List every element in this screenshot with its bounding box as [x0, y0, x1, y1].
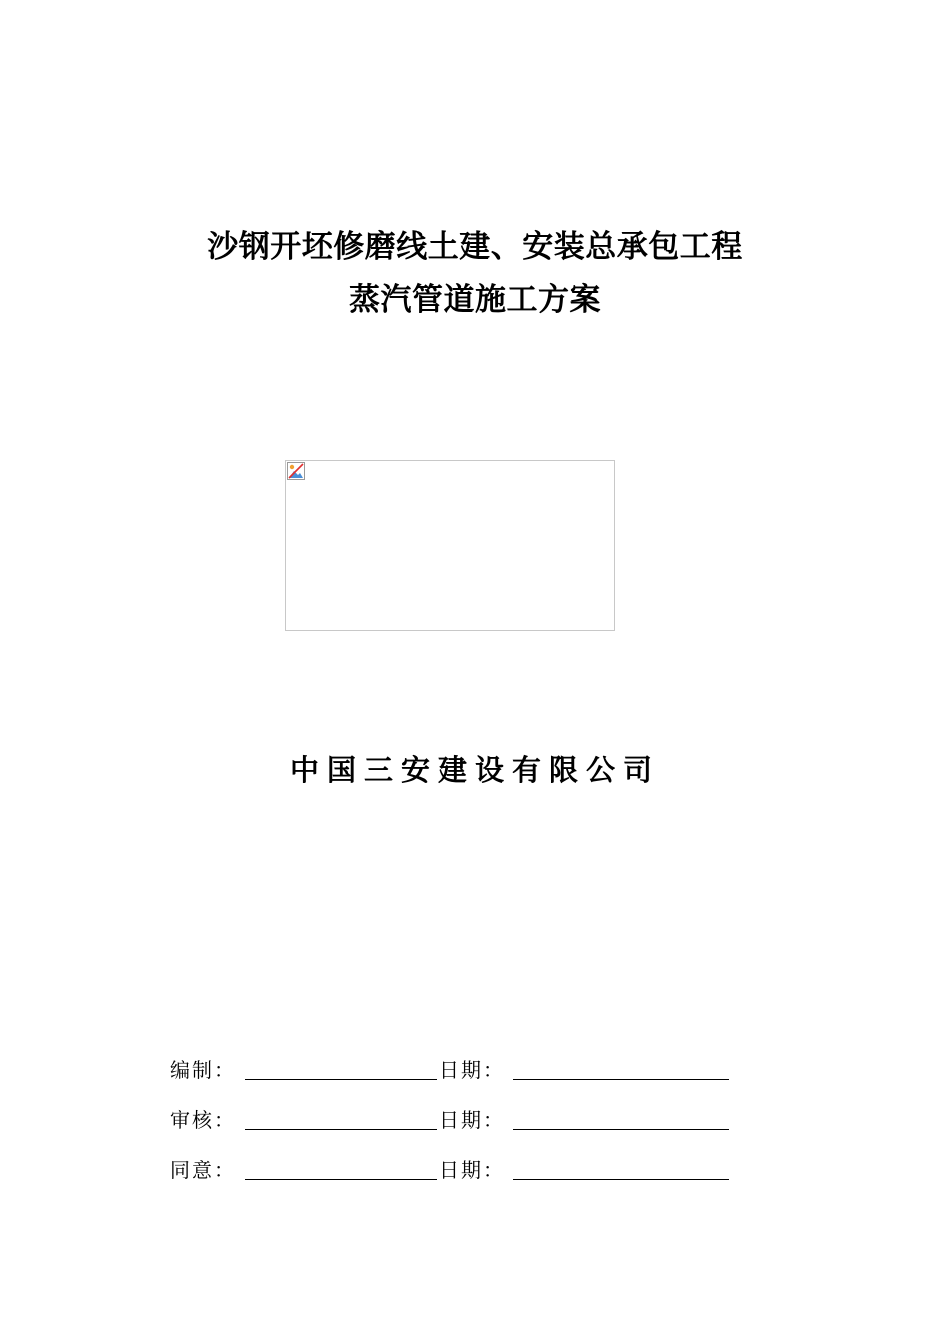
compile-date-line[interactable]: [513, 1079, 729, 1080]
review-date-line[interactable]: [513, 1129, 729, 1130]
approve-date-line[interactable]: [513, 1179, 729, 1180]
review-signature-line[interactable]: [245, 1129, 437, 1130]
review-date-label: 日期：: [439, 1108, 505, 1132]
compile-label: 编制：: [170, 1058, 236, 1082]
document-title-line-2: 蒸汽管道施工方案: [349, 282, 601, 318]
approve-signature-line[interactable]: [245, 1179, 437, 1180]
review-label: 审核：: [170, 1108, 236, 1132]
image-placeholder: [285, 460, 615, 631]
document-title-line-1: 沙钢开坯修磨线土建、安装总承包工程: [207, 229, 743, 265]
compile-signature-line[interactable]: [245, 1079, 437, 1080]
company-name: 中国三安建设有限公司: [289, 753, 660, 787]
compile-date-label: 日期：: [439, 1058, 505, 1082]
approve-date-label: 日期：: [439, 1158, 505, 1182]
broken-image-icon: [287, 462, 305, 480]
approve-label: 同意：: [170, 1158, 236, 1182]
